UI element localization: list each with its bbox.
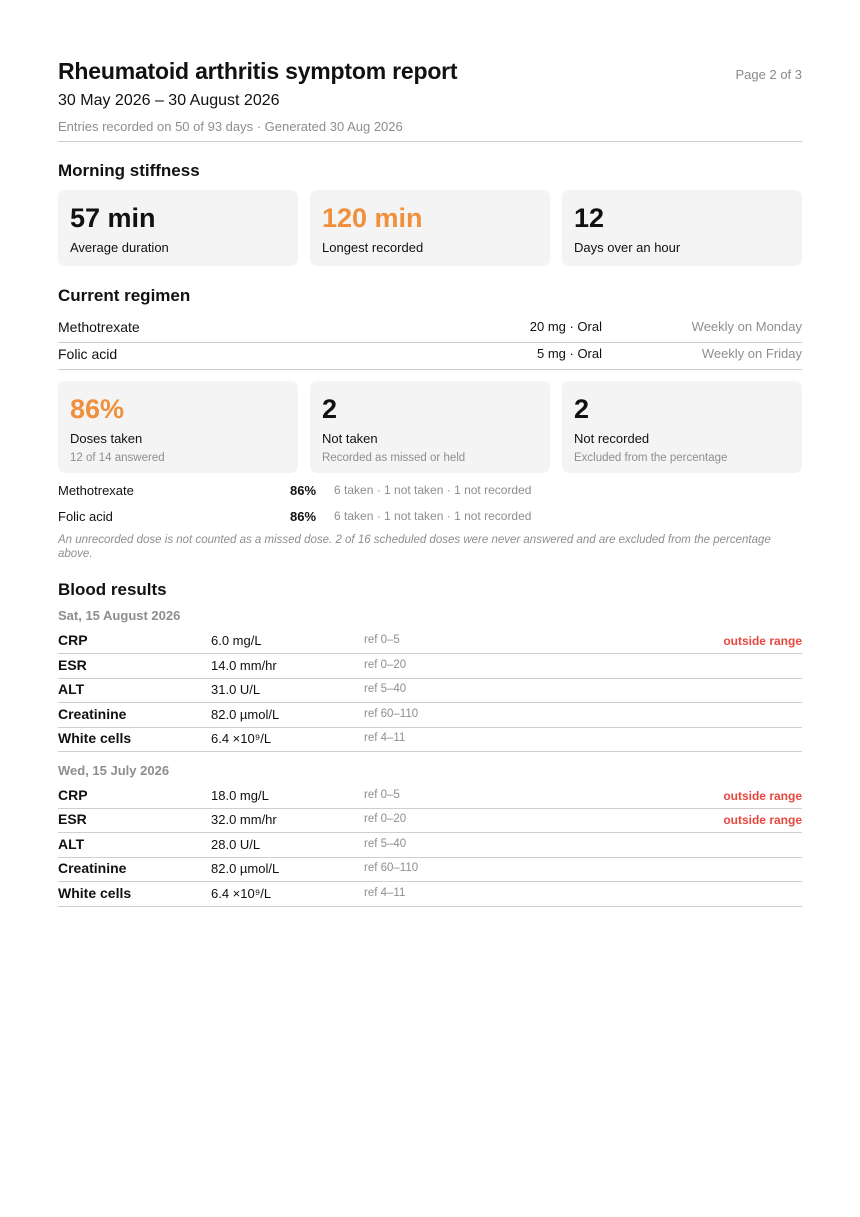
test-ref: ref 4–11: [364, 732, 406, 744]
test-ref: ref 0–20: [364, 659, 407, 671]
stat-label: Not recorded: [574, 431, 650, 446]
report-title: Rheumatoid arthritis symptom report: [58, 58, 458, 84]
stat-value: 120 min: [322, 203, 423, 233]
stat-value: 2: [322, 394, 338, 424]
panel-date: Wed, 15 July 2026: [58, 763, 170, 778]
test-name: ESR: [58, 657, 87, 673]
stat-card-longest: [310, 190, 550, 266]
adherence-percent: 86%: [290, 483, 317, 498]
adherence-percent: 86%: [290, 509, 317, 524]
test-ref: ref 0–5: [364, 789, 400, 801]
regimen-row: [58, 342, 802, 370]
test-value: 82.0 µmol/L: [211, 861, 280, 876]
med-schedule: Weekly on Friday: [701, 346, 802, 361]
result-row: [58, 703, 802, 728]
stat-card-not-taken: [310, 381, 550, 473]
test-ref: ref 4–11: [364, 887, 406, 899]
stat-card-doses-taken: [58, 381, 298, 473]
adherence-row: [58, 507, 578, 529]
test-ref: ref 60–110: [364, 862, 419, 874]
test-ref: ref 0–20: [364, 813, 407, 825]
range-flag: outside range: [723, 634, 802, 648]
test-name: ALT: [58, 681, 85, 697]
med-name: Methotrexate: [58, 483, 134, 498]
stat-value: 12: [574, 203, 605, 233]
stat-label: Longest recorded: [322, 240, 424, 255]
stat-label: Doses taken: [70, 431, 143, 446]
test-value: 82.0 µmol/L: [211, 707, 280, 722]
stiffness-cards: [58, 190, 802, 266]
result-row: [58, 833, 802, 858]
section-heading-regimen: Current regimen: [58, 286, 191, 305]
stat-label: Average duration: [70, 240, 169, 255]
med-schedule: Weekly on Monday: [691, 319, 802, 334]
test-ref: ref 60–110: [364, 708, 419, 720]
result-row: [58, 808, 802, 833]
stat-sublabel: 12 of 14 answered: [70, 452, 165, 464]
stat-label: Days over an hour: [574, 240, 681, 255]
panel-date: Sat, 15 August 2026: [58, 608, 181, 623]
test-name: ALT: [58, 836, 85, 852]
result-row: [58, 882, 802, 907]
section-heading-stiffness: Morning stiffness: [58, 161, 200, 180]
page-number: Page 2 of 3: [735, 67, 802, 82]
stat-value: 57 min: [70, 203, 156, 233]
test-name: CRP: [58, 632, 88, 648]
adherence-cards: [58, 381, 802, 473]
test-value: 6.4 ×10⁹/L: [211, 731, 272, 746]
range-flag: outside range: [723, 789, 802, 803]
test-value: 6.4 ×10⁹/L: [211, 886, 272, 901]
stat-card-days-over-hour: [562, 190, 802, 266]
test-name: Creatinine: [58, 706, 127, 722]
med-name: Folic acid: [58, 346, 118, 362]
regimen-row: [58, 315, 802, 343]
result-row: [58, 654, 802, 679]
date-range: 30 May 2026 – 30 August 2026: [58, 92, 280, 109]
result-row: [58, 784, 802, 809]
test-value: 32.0 mm/hr: [211, 812, 277, 827]
test-name: CRP: [58, 787, 88, 803]
test-ref: ref 5–40: [364, 838, 407, 850]
test-ref: ref 0–5: [364, 634, 400, 646]
test-value: 18.0 mg/L: [211, 788, 269, 803]
med-name: Methotrexate: [58, 319, 140, 335]
test-name: Creatinine: [58, 860, 127, 876]
adherence-row: [58, 481, 578, 503]
result-row: [58, 629, 802, 654]
result-row: [58, 678, 802, 703]
stat-value: 86%: [70, 394, 125, 424]
stat-sublabel: Excluded from the percentage: [574, 452, 728, 464]
stat-card-average: [58, 190, 298, 266]
test-value: 6.0 mg/L: [211, 633, 262, 648]
adherence-note: An unrecorded dose is not counted as a missed dose. 2 of 16 scheduled doses were never answered and are excluded from the percentage above.: [58, 534, 771, 560]
test-value: 31.0 U/L: [211, 682, 261, 697]
test-name: White cells: [58, 885, 132, 901]
test-value: 28.0 U/L: [211, 837, 261, 852]
header-divider: [58, 141, 802, 142]
stat-card-not-recorded: [562, 381, 802, 473]
test-ref: ref 5–40: [364, 683, 407, 695]
adherence-detail: 6 taken · 1 not taken · 1 not recorded: [334, 509, 532, 523]
result-row: [58, 727, 802, 752]
test-name: ESR: [58, 811, 87, 827]
med-name: Folic acid: [58, 509, 113, 524]
report-meta: Entries recorded on 50 of 93 days · Generated 30 Aug 2026: [58, 119, 403, 134]
med-dose: 5 mg · Oral: [536, 346, 602, 361]
med-dose: 20 mg · Oral: [529, 319, 602, 334]
test-value: 14.0 mm/hr: [211, 658, 277, 673]
section-heading-blood: Blood results: [58, 580, 167, 599]
stat-sublabel: Recorded as missed or held: [322, 452, 466, 464]
stat-label: Not taken: [322, 431, 378, 446]
adherence-detail: 6 taken · 1 not taken · 1 not recorded: [334, 483, 532, 497]
range-flag: outside range: [723, 813, 802, 827]
stat-value: 2: [574, 394, 590, 424]
test-name: White cells: [58, 730, 132, 746]
result-row: [58, 857, 802, 882]
